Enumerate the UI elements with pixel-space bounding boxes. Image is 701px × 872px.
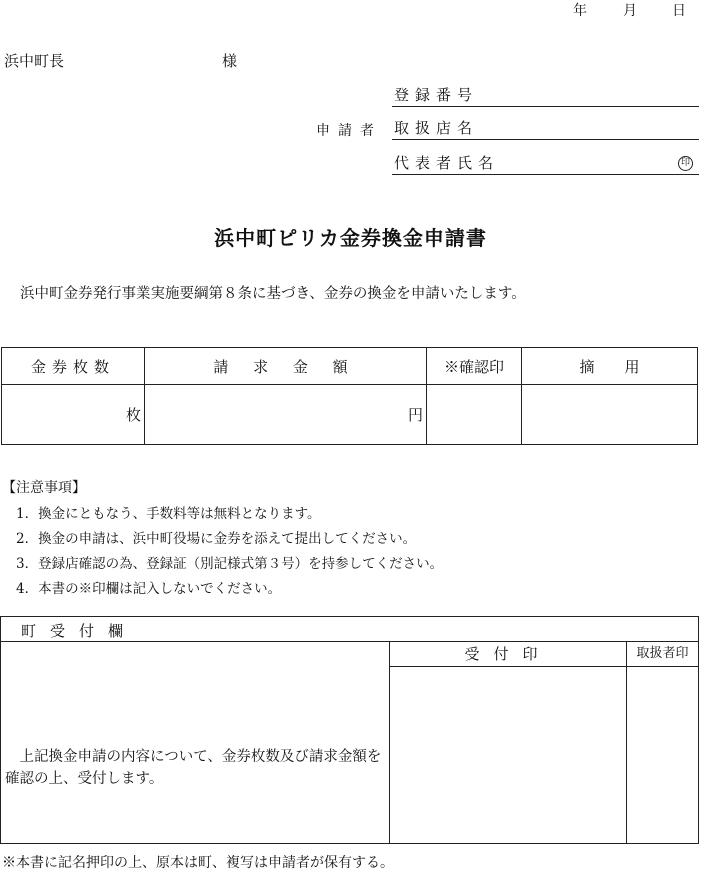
note-item: 2．換金の申請は、浜中町役場に金券を添えて提出してください。 bbox=[16, 531, 417, 547]
header-voucher-count: 金券枚数 bbox=[2, 348, 145, 385]
amount-unit: 円 bbox=[407, 406, 423, 424]
representative-name-label: 代表者氏名 bbox=[394, 154, 500, 172]
note-item: 1．換金にともなう、手数料等は無料となります。 bbox=[16, 506, 321, 522]
date-day-label: 日 bbox=[672, 3, 686, 19]
seal-mark-icon: 印 bbox=[678, 156, 693, 171]
voucher-count-cell[interactable] bbox=[2, 385, 145, 445]
intro-text: 浜中町金券発行事業実施要綱第８条に基づき、金券の換金を申請いたします。 bbox=[20, 286, 526, 302]
reception-statement-cell bbox=[1, 642, 390, 843]
document-title: 浜中町ピリカ金券換金申請書 bbox=[214, 226, 487, 250]
handler-seal-header: 取扱者印 bbox=[627, 642, 698, 667]
header-claim-amount: 請 求 金 額 bbox=[145, 348, 427, 385]
store-name-label: 取扱店名 bbox=[394, 119, 479, 137]
voucher-table bbox=[1, 347, 698, 445]
registration-number-label: 登録番号 bbox=[394, 86, 479, 104]
claim-amount-cell[interactable] bbox=[145, 385, 427, 445]
representative-name-field[interactable] bbox=[392, 152, 699, 175]
table-value-row bbox=[2, 385, 698, 445]
footer-note: ※本書に記名押印の上、原本は町、複写は申請者が保有する。 bbox=[2, 855, 394, 871]
remarks-cell[interactable] bbox=[522, 385, 698, 445]
reception-title-bar bbox=[1, 617, 698, 642]
table-header-row bbox=[2, 348, 698, 385]
reception-stamp-header: 受付印 bbox=[390, 642, 627, 667]
applicant-label: 申請者 bbox=[316, 123, 382, 139]
note-item: 3．登録店確認の為、登録証（別記様式第３号）を持参してください。 bbox=[16, 556, 444, 572]
reception-title: 町受付欄 bbox=[21, 622, 138, 640]
note-item: 4．本書の※印欄は記入しないでください。 bbox=[16, 581, 282, 597]
date-month-label: 月 bbox=[623, 3, 637, 19]
reception-stamp-cell bbox=[390, 667, 627, 843]
addressee-honorific: 様 bbox=[222, 52, 238, 70]
registration-number-field[interactable] bbox=[392, 84, 699, 107]
notes-heading: 【注意事項】 bbox=[2, 480, 86, 496]
header-remarks: 摘 用 bbox=[522, 348, 698, 385]
reception-statement: 上記換金申請の内容について、金券枚数及び請求金額を確認の上、受付します。 bbox=[5, 749, 382, 787]
count-unit: 枚 bbox=[125, 406, 141, 424]
store-name-field[interactable] bbox=[392, 117, 699, 140]
reception-section bbox=[0, 616, 699, 844]
header-confirm-seal: ※確認印 bbox=[427, 348, 522, 385]
date-year-label: 年 bbox=[573, 3, 587, 19]
confirm-seal-cell bbox=[427, 385, 522, 445]
addressee-name: 浜中町長 bbox=[4, 52, 65, 70]
